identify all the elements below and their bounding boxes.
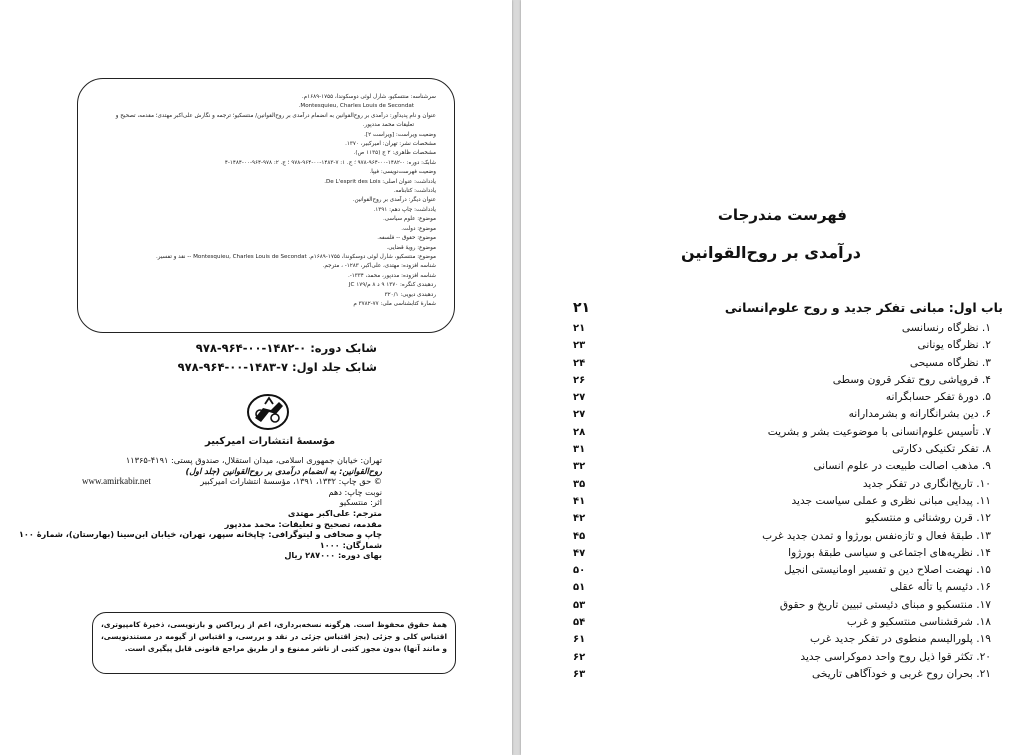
toc-chapter-row <box>573 300 1003 322</box>
toc-entry-page: ۴۵ <box>573 530 586 542</box>
toc-entry-title: ۱۸. شرقشناسی منتسکیو و غرب <box>846 616 991 629</box>
book-title: درآمدی بر روح‌القوانین <box>681 243 861 262</box>
toc-entry <box>573 616 1003 633</box>
publisher-name: مؤسسهٔ انتشارات امیرکبیر <box>204 436 336 447</box>
toc-entry-title: ۱. نظرگاه رنسانسی <box>901 322 991 334</box>
toc-entry-title: ۳. نظرگاه مسیحی <box>909 356 991 369</box>
toc-entry <box>573 357 1003 374</box>
toc-entry-page: ۴۲ <box>573 513 586 525</box>
toc-entry-title: ۷. تأسیس علوم‌انسانی با موضوعیت بشر و بشریت <box>767 425 991 438</box>
cip-line: شناسه افزوده: مددپور، محمد، ۱۳۳۴-. <box>348 272 436 279</box>
cip-line: وضعیت ویراست: [ویراست ۲]. <box>364 131 436 138</box>
isbn-set: شابک دوره: ۰-۱۴۸۲-۰۰-۹۶۴-۹۷۸ <box>195 341 377 355</box>
cip-line: موضوع: رویهٔ قضایی. <box>386 244 436 251</box>
toc-entry-title: ۱۰. تاریخ‌انگاری در تفکر جدید <box>862 477 991 490</box>
toc-entry-page: ۲۸ <box>573 426 586 438</box>
toc-entry <box>573 547 1003 564</box>
cip-line: مشخصات نشر: تهران: امیرکبیر، ۱۳۷۰. <box>345 141 436 148</box>
cataloguing-record-box <box>77 78 455 333</box>
copyright-text: © حق چاپ: ۱۳۳۲، ۱۳۹۱، مؤسسهٔ انتشارات امیرکبیر <box>200 476 382 487</box>
toc-entry-page: ۶۱ <box>573 634 586 646</box>
publisher-logo-icon <box>243 392 293 432</box>
toc-entry-page: ۳۱ <box>573 444 586 456</box>
toc-entry <box>573 530 1003 547</box>
toc-entry-title: ۱۴. نظریه‌های اجتماعی و سیاسی طبقهٔ بورژوا <box>788 546 991 559</box>
isbn-volume-1: شابک جلد اول: ۷-۱۴۸۳-۰۰-۹۶۴-۹۷۸ <box>177 360 377 374</box>
cip-line: موضوع: منتسکیو، شارل لوئی دوسکوندا، ۱۷۵۵-۱۶۸۹م. Montesquieu, Charles Louis de Secondat -- نقد و تفسیر. <box>155 253 436 260</box>
toc-entry <box>573 322 1003 339</box>
cip-line: موضوع: حقوق -- فلسفه. <box>377 235 436 242</box>
toc-entry-title: ۱۷. منتسکیو و مبنای دئیستی تبیین تاریخ و حقوق <box>779 598 991 611</box>
cip-line: تعلیقات محمد مددپور. <box>362 122 414 129</box>
cip-line: وضعیت فهرست‌نویسی: فیپا. <box>369 169 436 176</box>
toc-entry-title: ۴. فروپاشی روح تفکر قرون وسطی <box>832 373 991 386</box>
toc-entry-page: ۲۷ <box>573 409 586 421</box>
toc-entry-title: ۱۱. پیدایی مبانی نظری و عملی سیاست جدید <box>791 494 991 507</box>
toc-entry <box>573 668 1003 685</box>
cip-line: شابک: دوره: ۰-۱۴۸۲-۰۰-۹۶۴-۹۷۸ ؛ ج. ۱: ۷-۱۴۸۳-۰۰-۹۶۴-۹۷۸ ؛ ج. ۲: ۹۷۸-۹۶۴-۰۰-۱۴۸۴-۴ <box>224 159 436 166</box>
cip-line: شمارهٔ کتابشناسی ملی: ۷۷-۳۷۸۲ م <box>353 300 436 307</box>
cip-line: یادداشت: کتابنامه. <box>393 188 436 195</box>
toc-entry-page: ۳۲ <box>573 461 586 473</box>
imprint-details <box>18 455 382 561</box>
cip-line: موضوع: دولت. <box>401 225 436 232</box>
toc-entry-page: ۳۵ <box>573 478 586 490</box>
toc-entry-title: ۲. نظرگاه یونانی <box>917 339 991 352</box>
toc-entry-page: ۲۷ <box>573 392 586 404</box>
toc-entry <box>573 391 1003 408</box>
toc-entry <box>573 512 1003 529</box>
toc-entry-page: ۵۰ <box>573 565 586 577</box>
toc-entry-page: ۲۳ <box>573 340 586 352</box>
toc-entry-title: ۱۶. دئیسم یا تأله عقلی <box>890 581 991 594</box>
toc-entry-title: ۱۹. پلورالیسم منطوی در تفکر جدید غرب <box>809 633 991 646</box>
toc-entry-page: ۲۱ <box>573 323 586 334</box>
edition: نوبت چاپ: دهم <box>328 486 382 497</box>
toc-entry-title: ۵. دورهٔ تفکر حسابگرانه <box>885 391 991 404</box>
cip-line: یادداشت: چاپ دهم: ۱۳۹۱. <box>373 206 436 213</box>
toc-entry-page: ۴۱ <box>573 495 586 507</box>
editor: مقدمه، تصحیح و تعلیقات: محمد مددپور <box>224 518 382 529</box>
cip-line: ردهبندی کنگره: ۱۳۷۰ ۹ د ۸ م/۱۷۹ JC <box>348 282 436 289</box>
author: اثر: منتسکیو <box>339 497 382 508</box>
toc-entry-page: ۵۴ <box>573 617 586 629</box>
toc-entry-page: ۶۳ <box>573 668 586 680</box>
chapter-title: باب اول: مبانی تفکر جدید و روح علوم‌انسانی <box>724 300 1003 315</box>
toc-entry <box>573 495 1003 512</box>
cip-line: عنوان و نام پدیدآور: درآمدی بر روح‌القوانین به انضمام درآمدی بر روح‌القوانین/ منتسکیو؛ ترجمه و نگارش علی‌اکبر مهتدی؛ مقدمه، تصحیح و <box>115 112 436 119</box>
toc-entry-title: ۱۵. نهضت اصلاح دین و تفسیر اومانیستی انجیل <box>783 564 991 577</box>
toc-entry <box>573 460 1003 477</box>
copyright-page <box>0 0 512 755</box>
toc-entry-title: ۹. مذهب اصالت طبیعت در علوم انسانی <box>813 460 991 473</box>
circulation: شمارگان: ۱۰۰۰ <box>319 539 382 550</box>
toc-entry <box>573 374 1003 391</box>
toc-heading: فهرست مندرجات <box>717 206 847 224</box>
translator: مترجم: علی‌اکبر مهتدی <box>287 507 382 518</box>
imprint-book-title: روح‌القوانین: به انضمام درآمدی بر روح‌القوانین (جلد اول) <box>185 465 382 476</box>
toc-entry-title: ۱۳. طبقهٔ فعال و تازه‌نفس بورژوا و تمدن جدید غرب <box>762 529 991 542</box>
toc-entry <box>573 651 1003 668</box>
toc-entry <box>573 564 1003 581</box>
toc-entry-page: ۶۲ <box>573 651 586 663</box>
cip-line: شناسه افزوده: مهتدی، علی‌اکبر، ۱۲۸۳- ، مترجم. <box>322 263 436 270</box>
toc-list <box>573 300 1003 685</box>
cip-line: ردهبندی دیویی: ۳۲۰/۱ <box>384 291 436 298</box>
toc-entry-page: ۵۱ <box>573 582 586 594</box>
printer: چاپ و صحافی و لیتوگرافی: چاپخانه سپهر، تهران، خیابان ابن‌سینا (بهارستان)، شمارهٔ ۱۰۰ <box>18 529 382 540</box>
cip-line: یادداشت: عنوان اصلی: De L'esprit des Lois. <box>324 178 436 185</box>
toc-entry-title: ۲۱. بحران روح غربی و خودآگاهی تاریخی <box>812 667 991 680</box>
publisher-address: تهران: خیابان جمهوری اسلامی، میدان استقلال، صندوق پستی: ۴۱۹۱-۱۱۳۶۵ <box>125 455 382 465</box>
toc-entry-page: ۲۴ <box>573 357 586 369</box>
toc-entry <box>573 426 1003 443</box>
table-of-contents-page <box>521 0 1033 755</box>
cip-line: Montesquieu, Charles Louis de Secondat. <box>298 103 414 110</box>
chapter-page: ۲۱ <box>573 300 591 316</box>
toc-entry <box>573 599 1003 616</box>
toc-entry-page: ۴۷ <box>573 547 586 559</box>
cip-line: عنوان دیگر: درآمدی بر روح‌القوانین. <box>352 197 436 204</box>
rights-notice: همهٔ حقوق محفوظ است. هرگونه نسخه‌برداری، اعم از زیراکس و بازنویسی، ذخیرهٔ کامپیوتری، اقتباس کلی و جزئی (بجز اقتباس جزئی در نقد و بررسی، و اقتباس از گیومه در مستندنویسی، و مانند آنها) بدون مجوز کتبی از ناشر ممنوع و از طریق مراجع قانونی قابل پیگیری است. <box>92 612 456 674</box>
cip-line: موضوع: علوم سیاسی. <box>382 216 436 223</box>
toc-entry <box>573 478 1003 495</box>
toc-entry-page: ۵۳ <box>573 599 586 611</box>
toc-entry-title: ۲۰. تکثر قوا ذیل روح واحد دموکراسی جدید <box>800 650 991 663</box>
copyright-line <box>82 476 382 487</box>
price: بهای دوره: ۲۸۷۰۰۰ ریال <box>284 550 382 561</box>
website: www.amirkabir.net <box>82 476 151 487</box>
cip-line: سرشناسه: منتسکیو، شارل لوئی دوسکوندا، ۱۷۵۵-۱۶۸۹م. <box>301 94 436 100</box>
toc-entry <box>573 633 1003 650</box>
cip-line: مشخصات ظاهری: ۲ ج (۱۱۳۵ ص). <box>353 150 436 157</box>
toc-entry-title: ۸. تفکر تکنیکی دکارتی <box>892 443 991 456</box>
toc-entry-title: ۱۲. قرن روشنائی و منتسکیو <box>865 512 991 525</box>
toc-entry <box>573 581 1003 598</box>
toc-entry <box>573 408 1003 425</box>
toc-entry <box>573 443 1003 460</box>
toc-entry-title: ۶. دین بشرانگارانه و بشرمدارانه <box>848 408 991 421</box>
toc-entry-page: ۲۶ <box>573 374 586 386</box>
toc-entry <box>573 339 1003 356</box>
